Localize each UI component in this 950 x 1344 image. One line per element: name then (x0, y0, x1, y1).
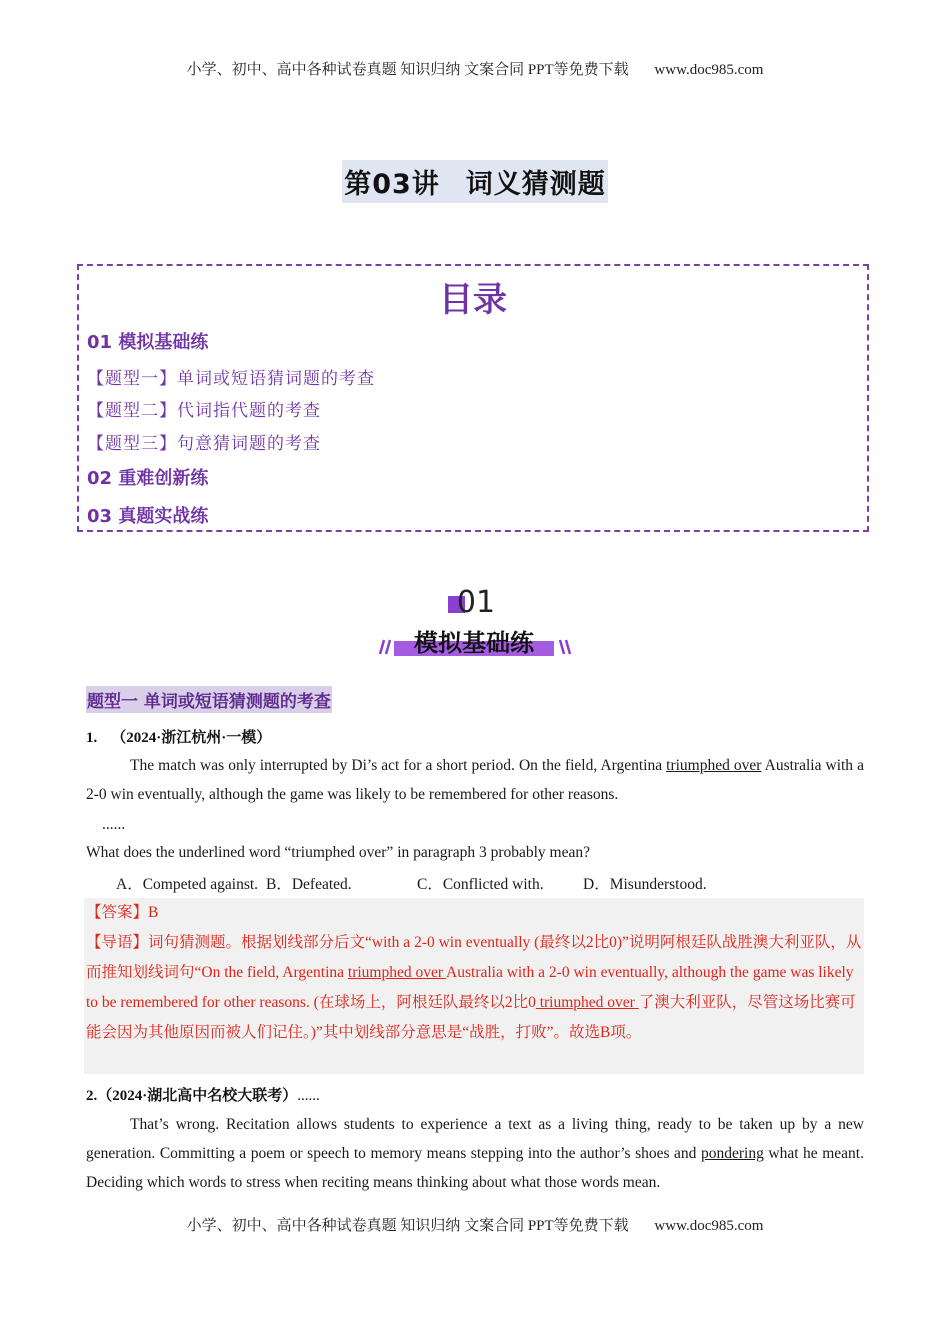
q1-ellipsis: ...... (102, 816, 126, 833)
title-part2: 词义猜测题 (465, 169, 606, 200)
badge-slash-right-icon (560, 640, 570, 654)
q1-source: （2024·浙江杭州·一模） (111, 730, 272, 746)
q1-answer: 【答案】B (86, 904, 159, 921)
q1-number: 1. (86, 730, 98, 746)
badge-label: 模拟基础练 (414, 629, 534, 657)
q1-guide-text-3: 了澳大利亚队，尽管这场比赛可能会因为其他原因而被人们记住。)”其中划线部分意思是“战胜，打败”。故选B项。 (86, 994, 856, 1041)
q1-passage (86, 751, 864, 809)
toc-item-01[interactable]: 01 模拟基础练 (87, 332, 209, 353)
toc-sub-type2[interactable]: 【题型二】代词指代题的考查 (87, 401, 321, 421)
page-title-wrap (0, 160, 950, 203)
q2-source: （2024·湖北高中名校大联考） (97, 1088, 298, 1104)
q2-number: 2. (86, 1088, 98, 1104)
footer-text: 小学、初中、高中各种试卷真题 知识归纳 文案合同 PPT等免费下载 (186, 1218, 629, 1234)
table-of-contents (77, 264, 869, 532)
q2-underlined-word: pondering (700, 1145, 764, 1162)
q1-header (86, 726, 271, 747)
toc-heading: 目录 (439, 280, 507, 320)
header-url[interactable]: www.doc985.com (654, 62, 764, 78)
q1-question: What does the underlined word “triumphed over” in paragraph 3 probably mean? (86, 844, 590, 861)
q1-guide-underline-1: triumphed over (347, 964, 447, 981)
toc-item-03[interactable]: 03 真题实战练 (87, 506, 209, 527)
header-text: 小学、初中、高中各种试卷真题 知识归纳 文案合同 PPT等免费下载 (186, 62, 629, 78)
page-footer (0, 1214, 950, 1235)
toc-sub-type1[interactable]: 【题型一】单词或短语猜词题的考查 (87, 369, 375, 389)
q2-passage-text-2: what he meant. Deciding which words to stress when reciting means thinking about what those words mean. (86, 1145, 864, 1191)
q1-passage-text: The match was only interrupted by Di’s act for a short period. On the field, Argentina (130, 757, 667, 774)
q1-guide-text-1: 【导语】词句猜测题。根据划线部分后文“with a 2-0 win eventually (最终以2比0)”说明阿根廷队战胜澳大利亚队，从而推知划线词句“On the field, Argentina (86, 934, 862, 981)
toc-sub-type3[interactable]: 【题型三】句意猜词题的考查 (87, 434, 321, 454)
page-title (342, 160, 608, 203)
section-badge (0, 584, 950, 664)
q2-passage (86, 1110, 864, 1197)
q1-passage-text-2: Australia with a 2-0 win eventually, although the game was likely to be remembered for other reasons. (86, 757, 864, 803)
q1-option-c[interactable]: C．Conflicted with. (417, 876, 544, 893)
q1-underlined-phrase: triumphed over (666, 757, 762, 774)
badge-number: 01 (456, 585, 496, 620)
footer-url[interactable]: www.doc985.com (654, 1218, 764, 1234)
q1-guide-text-2: Australia with a 2-0 win eventually, although the game was likely to be remembered for other reasons. (在球场上，阿根廷队最终以2比0 (86, 964, 854, 1011)
q2-passage-text: That’s wrong. Recitation allows students to experience a text as a living thing, ready to be taken up by a new generation. Committing a poem or speech to memory means stepping into the author’s shoes and (86, 1116, 864, 1162)
q1-guide (86, 928, 864, 1048)
q1-guide-underline-2: triumphed over (535, 994, 639, 1011)
q1-option-d[interactable]: D．Misunderstood. (583, 876, 707, 893)
section-heading: 题型一 单词或短语猜测题的考查 (86, 686, 332, 713)
q1-option-a[interactable]: A．Competed against. (116, 876, 259, 893)
q2-header (86, 1084, 320, 1105)
page-header (0, 58, 950, 79)
toc-item-02[interactable]: 02 重难创新练 (87, 468, 209, 489)
badge-slash-left-icon (380, 640, 390, 654)
title-part1: 第03讲 (344, 169, 440, 200)
q1-option-b[interactable]: B．Defeated. (266, 876, 352, 893)
q1-options (116, 872, 707, 894)
q2-ellipsis: ...... (297, 1088, 320, 1104)
